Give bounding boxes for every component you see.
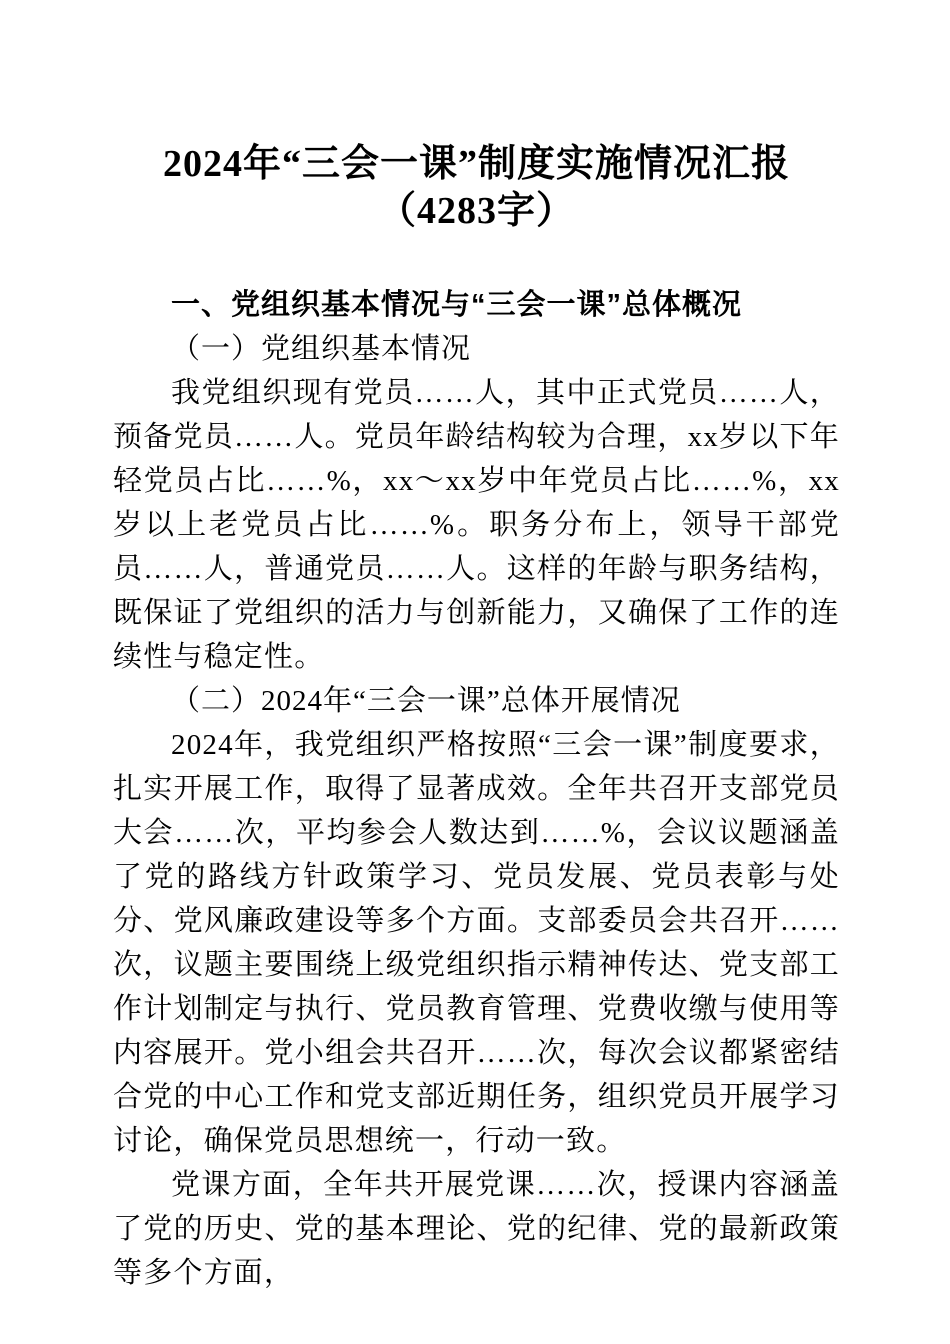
document-title bbox=[113, 141, 840, 235]
document-title-line2: （4283字） bbox=[377, 190, 575, 232]
subsection-heading-1-2: （二）2024年“三会一课”总体开展情况 bbox=[171, 685, 681, 717]
paragraph-overall-development: 2024年，我党组织严格按照“三会一课”制度要求，扎实开展工作，取得了显著成效。全年共召开支部党员大会……次，平均参会人数达到……%，会议议题涵盖了党的路线方针政策学习、党员发展、党员表彰与处分、党风廉政建设等多个方面。支部委员会共召开……次，议题主要围绕上级党组织指示精神传达、党支部工作计划制定与执行、党员教育管理、党费收缴与使用等内容展开。党小组会共召开……次，每次会议都紧密结合党的中心工作和党支部近期任务，组织党员开展学习讨论，确保党员思想统一，行动一致。 bbox=[113, 729, 840, 1157]
subsection-heading-1-1: （一）党组织基本情况 bbox=[171, 333, 472, 365]
paragraph-org-basic-info: 我党组织现有党员……人，其中正式党员……人，预备党员……人。党员年龄结构较为合理，xx岁以下年轻党员占比……%，xx～xx岁中年党员占比……%，xx岁以上老党员占比……%。职务分布上，领导干部党员……人，普通党员……人。这样的年龄与职务结构，既保证了党组织的活力与创新能力，又确保了工作的连续性与稳定性。 bbox=[113, 377, 840, 673]
section-heading-1: 一、党组织基本情况与“三会一课”总体概况 bbox=[171, 289, 743, 321]
document-title-line1: 2024年“三会一课”制度实施情况汇报 bbox=[162, 143, 790, 185]
paragraph-party-lecture: 党课方面，全年共开展党课……次，授课内容涵盖了党的历史、党的基本理论、党的纪律、党的最新政策等多个方面， bbox=[113, 1169, 840, 1289]
